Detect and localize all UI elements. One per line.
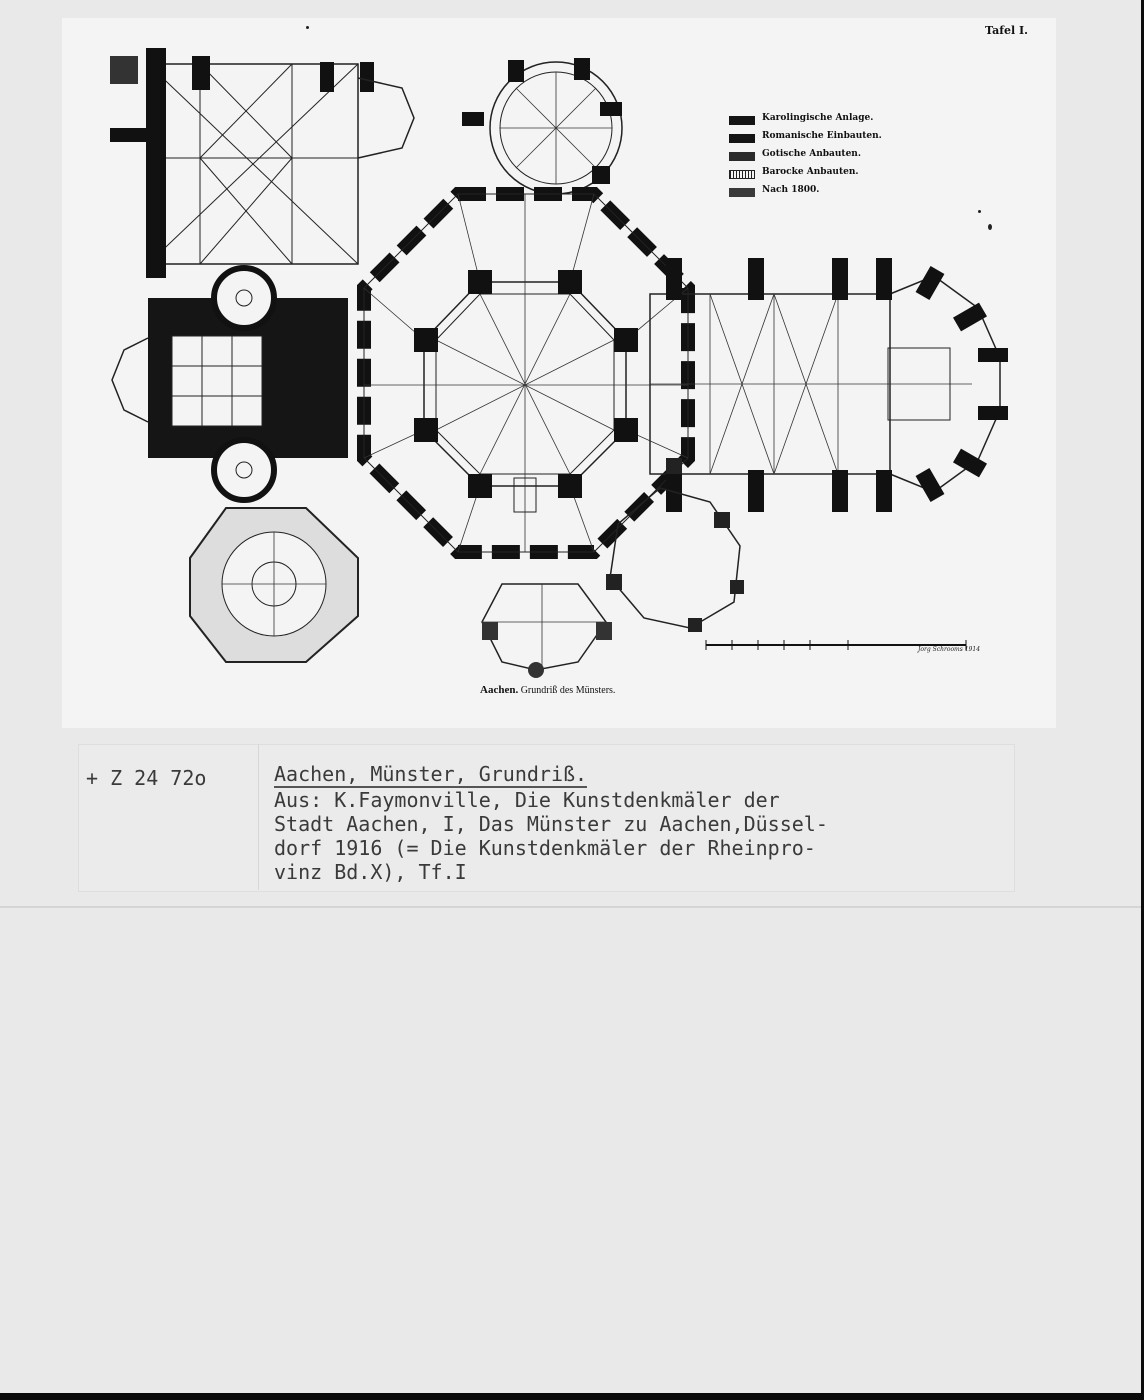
floor-plan-drawing <box>62 18 1056 728</box>
legend-label: Nach 1800. <box>762 185 820 195</box>
reference-line: Aus: K.Faymonville, Die Kunstdenkmäler der <box>274 788 780 812</box>
legend-label: Karolingische Anlage. <box>762 113 874 123</box>
caption-place: Aachen. <box>480 684 519 696</box>
legend-swatch <box>729 188 755 197</box>
catalog-number: + Z 24 72o <box>86 766 207 790</box>
south-chapel <box>482 584 606 670</box>
octagon-outer-wall <box>364 194 688 552</box>
legend-label: Romanische Einbauten. <box>762 131 882 141</box>
reference-line: dorf 1916 (= Die Kunstdenkmäler der Rheinpro- <box>274 836 816 860</box>
dust-speck <box>988 224 992 230</box>
card-fold-line <box>0 906 1141 908</box>
reference-line: vinz Bd.X), Tf.I <box>274 860 467 884</box>
legend-label: Barocke Anbauten. <box>762 167 859 177</box>
legend-swatch <box>729 134 755 143</box>
legend-swatch <box>729 170 755 179</box>
floor-plan-plate <box>62 18 1056 728</box>
legend-swatch <box>729 152 755 161</box>
caption-text: Grundriß des Münsters. <box>520 685 616 696</box>
reference-line: Stadt Aachen, I, Das Münster zu Aachen,Düssel- <box>274 812 828 836</box>
plate-number: Tafel I. <box>985 24 1028 37</box>
dust-speck <box>306 26 309 29</box>
legend-swatch <box>729 116 755 125</box>
draftsman-signature: Jorg Schrooms 1914 <box>918 646 981 653</box>
note-divider <box>258 744 259 890</box>
dust-speck <box>978 210 981 213</box>
plate-caption <box>480 684 615 696</box>
catalog-reference <box>274 762 828 884</box>
legend-label: Gotische Anbauten. <box>762 149 861 159</box>
catalog-title: Aachen, Münster, Grundriß. <box>274 762 588 786</box>
